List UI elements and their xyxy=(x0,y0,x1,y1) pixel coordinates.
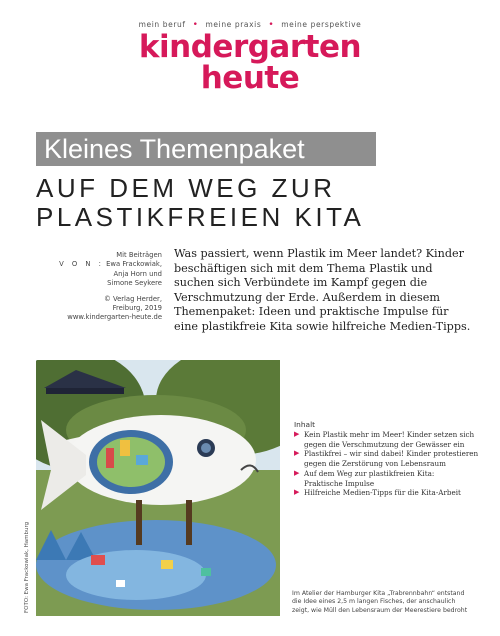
toc-title: Inhalt xyxy=(294,420,316,429)
bullet-dot-icon: • xyxy=(268,20,275,30)
tagline-item: meine perspektive xyxy=(281,20,362,29)
author-credits xyxy=(36,251,162,323)
brand-line-1: kindergarten xyxy=(138,29,362,65)
credits-line: Mit Beiträgen xyxy=(116,251,162,259)
title-line-1: AUF DEM WEG ZUR xyxy=(36,173,336,203)
title-line-2: PLASTIKFREIEN KITA xyxy=(36,202,365,232)
photo-credit: FOTO: Ewa Frackowiak, Hamburg xyxy=(24,521,30,613)
triangle-right-icon: ▶ xyxy=(294,449,300,458)
photo-caption xyxy=(292,590,488,615)
table-of-contents xyxy=(294,420,484,498)
photo-fish-sculpture xyxy=(36,360,280,616)
photo-illustration xyxy=(36,360,280,616)
toc-list xyxy=(294,430,484,498)
credits-line: Anja Horn und xyxy=(113,269,162,278)
credits-line xyxy=(36,260,162,269)
brand-line-2: heute xyxy=(200,60,300,96)
page-title xyxy=(36,174,476,232)
caption-line: zeigt, wie Müll den Lebensraum der Meerestiere bedroht xyxy=(292,606,468,614)
tagline-item: meine praxis xyxy=(205,20,262,29)
toc-item-line: Plastikfrei – wir sind dabei! Kinder protestieren xyxy=(304,449,479,459)
copyright: © Verlag Herder, xyxy=(103,294,162,303)
credits-line: Simone Seykere xyxy=(107,279,162,288)
caption-line: die Idee eines 2,5 m langen Fisches, der anschaulich xyxy=(292,598,456,606)
website: www.kindergarten-heute.de xyxy=(67,313,162,322)
toc-item-line: gegen die Verschmutzung der Gewässer ein xyxy=(304,439,465,449)
toc-item-line: Praktische Impulse xyxy=(304,478,375,488)
triangle-right-icon: ▶ xyxy=(294,430,300,438)
brand-logo xyxy=(0,29,500,96)
von-label: V O N : xyxy=(59,260,104,269)
toc-item xyxy=(294,488,484,498)
intro-paragraph: Was passiert, wenn Plastik im Meer landet? Kinder beschäftigen sich mit dem Thema Plastik und suchen sich Verbündete im Kampf gegen die Verschmutzung der Erde. Außerdem in diesem Themenpaket: Ideen und praktische Impulse für eine plastikfreie Kita sowie hilfreiche Medien-Tipps. xyxy=(174,247,471,333)
toc-item-line: gegen die Zerstörung von Lebensraum xyxy=(304,459,446,469)
tagline-item: mein beruf xyxy=(138,20,186,29)
toc-item-line: Kein Plastik mehr im Meer! Kinder setzen sich xyxy=(304,430,475,439)
toc-item xyxy=(294,430,484,449)
triangle-right-icon: ▶ xyxy=(294,488,300,497)
toc-item xyxy=(294,449,484,468)
topic-banner: Kleines Themenpaket xyxy=(36,132,376,166)
toc-item-line: Auf dem Weg zur plastikfreien Kita: xyxy=(304,468,435,478)
bullet-dot-icon: • xyxy=(192,20,199,30)
place-year: Freiburg, 2019 xyxy=(112,304,162,313)
authors: Ewa Frackowiak, xyxy=(106,260,162,269)
caption-line: Im Atelier der Hamburger Kita „Trabrennbahn“ entstand xyxy=(292,590,465,597)
toc-item-line: Hilfreiche Medien-Tipps für die Kita-Arbeit xyxy=(304,488,461,498)
triangle-right-icon: ▶ xyxy=(294,468,300,477)
toc-item xyxy=(294,469,484,488)
